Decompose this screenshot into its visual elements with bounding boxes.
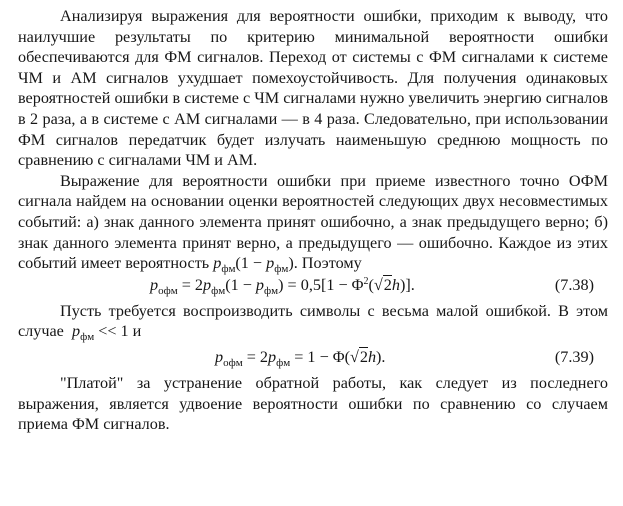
formula-7-38-expression: $p_{офм} = 2p_{фм}(1 - p_{фм}) = 0,5[1 - \Phi^2(√2h)]$. [150,275,415,297]
equation-number-7-39: (7.39) [554,347,594,366]
paragraph-1: Анализируя выражения для вероятности ошибки, приходим к выводу, что наилучшие результаты по критерию минимальной вероятности ошибки обеспечиваются для ФМ сигналов. Переход от системы с ФМ сигналами к системе ЧМ и АМ сигналов ухудшает помехоустойчивость. Для получения одинаковых вероятностей ошибки в системе с ЧМ сигналами нужно увеличить энергию сигналов в 2 раза, а в системе с АМ сигналами — в 4 раза. Следовательно, при использовании ФМ сигналов передатчик будет излучать наименьшую среднюю мощность по сравнению с сигналами ЧМ и АМ. [18,7,608,170]
formula-7-39 [18,345,608,373]
paragraph-4: "Платой" за устранение обратной работы, как следует из последнего выражения, является удвоение вероятности ошибки по сравнению со случаем приема ФМ сигналов. [18,373,608,434]
sqrt-sign: √2 [349,347,368,366]
sqrt-sign: √2 [373,275,392,294]
paragraph-2 [18,171,608,274]
small-error-condition: $p_{фм} << 1$ и [71,322,142,344]
paragraph-2-tail: . Поэтому [293,254,362,273]
document-page [18,6,608,435]
inline-probability-expression: $p_{фм}(1 - p_{фм})$ [213,254,294,276]
paragraph-2-text: Выражение для вероятности ошибки при приеме известного точно ОФМ сигнала найдем на основании оценки вероятностей следующих двух несовместимых событий: а) знак данного элемента принят ошибочно, а знак предыдущего верно; б) знак данного элемента принят верно, а предыдущего — ошибочно. Каждое из этих событий имеет вероятность [18,171,608,273]
formula-7-38 [18,275,608,301]
equation-number-7-38: (7.38) [554,275,594,294]
formula-7-39-expression: $p_{офм} = 2p_{фм} = 1 - \Phi(√2h)$. [215,347,386,369]
paragraph-3: Пусть требуется воспроизводить символы с весьма малой ошибкой. В этом случае $p_{фм} << 1$ и [18,301,608,344]
